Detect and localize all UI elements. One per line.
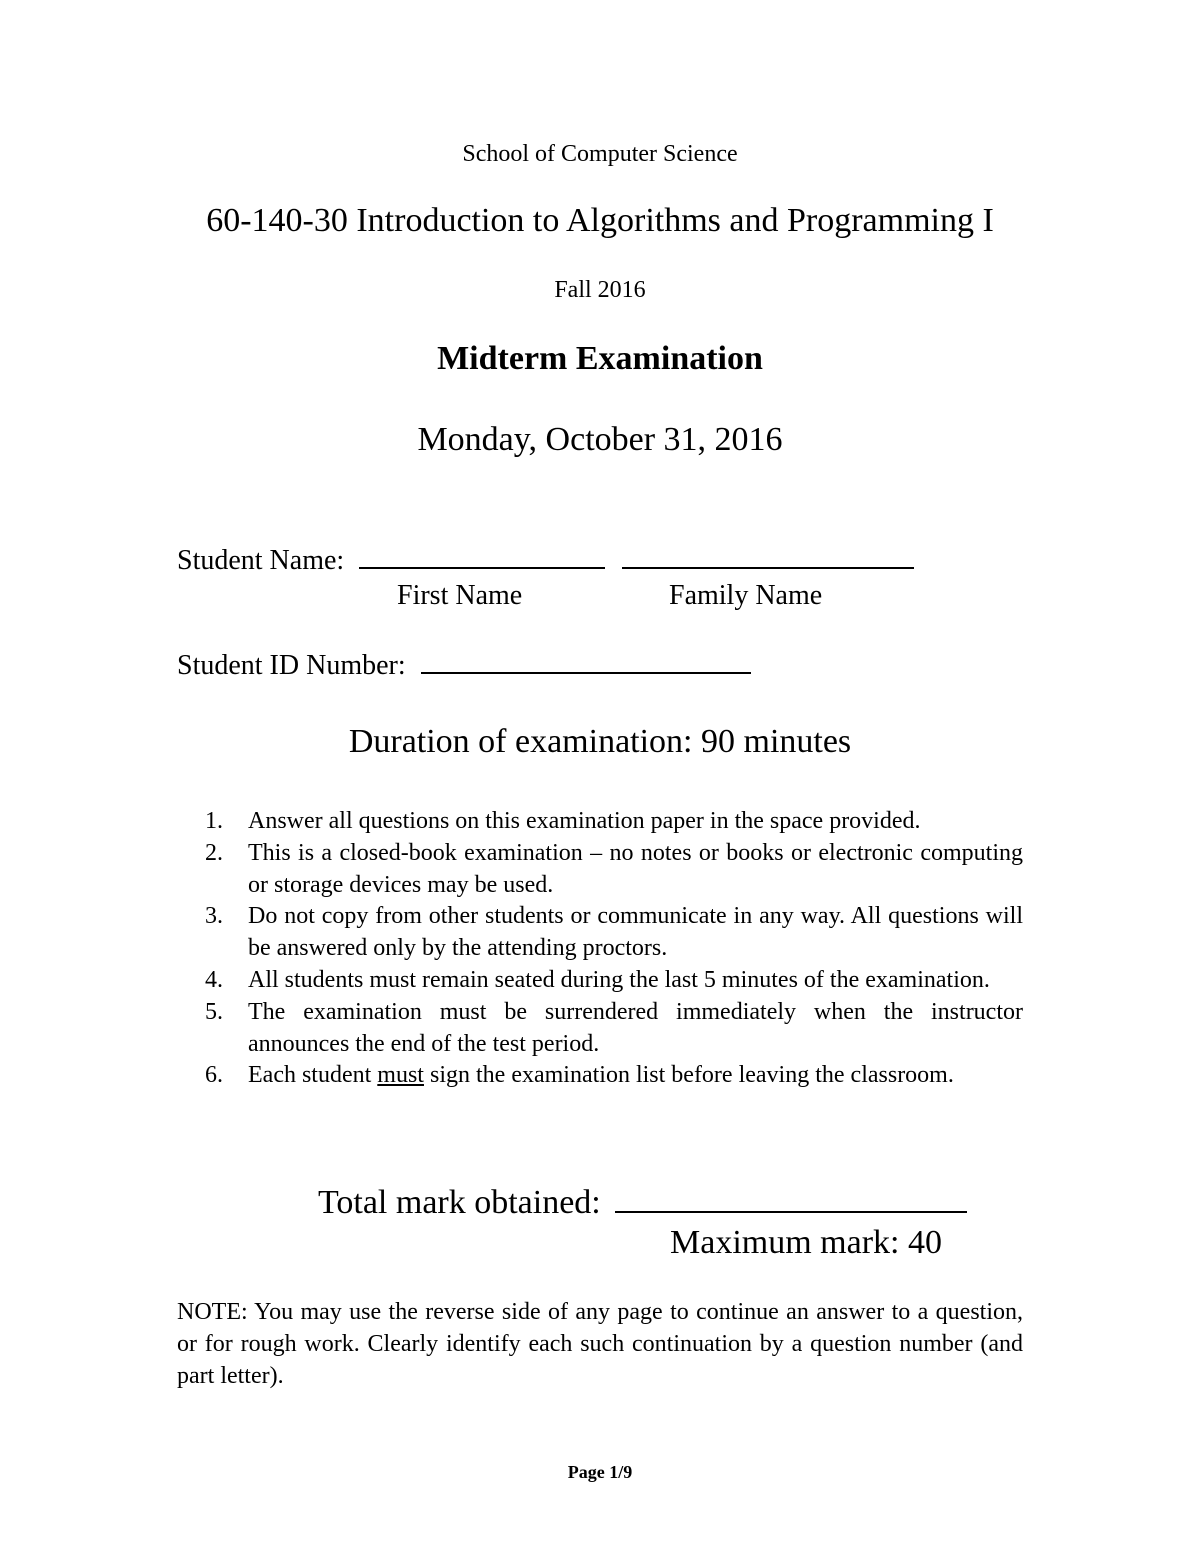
instruction-number: 4. xyxy=(205,966,223,993)
instructions-list xyxy=(205,806,1023,1092)
instruction-number: 3. xyxy=(205,903,223,930)
instruction-number: 1. xyxy=(205,808,223,834)
maximum-mark: Maximum mark: 40 xyxy=(670,1224,942,1261)
instruction-item xyxy=(205,901,1023,965)
family-name-caption: Family Name xyxy=(669,580,823,611)
instruction-text: Do not copy from other students or communicate in any way. All questions will be answered only by the attending proctors. xyxy=(248,903,1023,962)
instruction-text-post: sign the examination list before leaving the classroom. xyxy=(423,1062,954,1089)
student-name-row xyxy=(177,545,914,577)
instruction-text: The examination must be surrendered immediately when the instructor announces the end of the test period. xyxy=(248,998,1023,1057)
instruction-number: 5. xyxy=(205,998,223,1025)
school-name: School of Computer Science xyxy=(462,141,738,167)
student-id-row xyxy=(177,650,751,682)
student-name-label: Student Name: xyxy=(177,545,345,576)
instruction-text: Answer all questions on this examination paper in the space provided. xyxy=(248,808,921,834)
instruction-text: This is a closed-book examination – no notes or books or electronic computing or storage devices may be used. xyxy=(248,839,1023,898)
exam-date: Monday, October 31, 2016 xyxy=(417,421,783,458)
instruction-text-pre: Each student xyxy=(248,1062,378,1089)
total-mark-row xyxy=(318,1184,967,1222)
exam-title: Midterm Examination xyxy=(437,340,763,377)
first-name-blank[interactable] xyxy=(359,563,605,569)
total-mark-blank[interactable] xyxy=(615,1207,967,1213)
instruction-item xyxy=(205,838,1023,902)
instruction-number: 2. xyxy=(205,839,223,866)
family-name-blank[interactable] xyxy=(622,563,914,569)
first-name-caption: First Name xyxy=(397,580,523,611)
instruction-number: 6. xyxy=(205,1062,223,1089)
term: Fall 2016 xyxy=(554,277,646,303)
total-mark-label: Total mark obtained: xyxy=(318,1184,601,1221)
instruction-text: All students must remain seated during the last 5 minutes of the examination. xyxy=(248,966,990,993)
instruction-item xyxy=(205,806,1023,838)
instruction-item xyxy=(205,997,1023,1061)
note-paragraph: NOTE: You may use the reverse side of any page to continue an answer to a question, or for rough work. Clearly identify each such continuation by a question number (and part letter). xyxy=(177,1299,1023,1389)
page-number: Page 1/9 xyxy=(567,1462,633,1482)
instruction-item xyxy=(205,965,1023,997)
instruction-item xyxy=(205,1060,1023,1092)
course-title: 60-140-30 Introduction to Algorithms and Programming I xyxy=(206,202,994,239)
student-id-blank[interactable] xyxy=(421,668,751,674)
student-id-label: Student ID Number: xyxy=(177,650,406,681)
instruction-emphasis: must xyxy=(377,1062,424,1089)
exam-duration: Duration of examination: 90 minutes xyxy=(348,723,852,760)
